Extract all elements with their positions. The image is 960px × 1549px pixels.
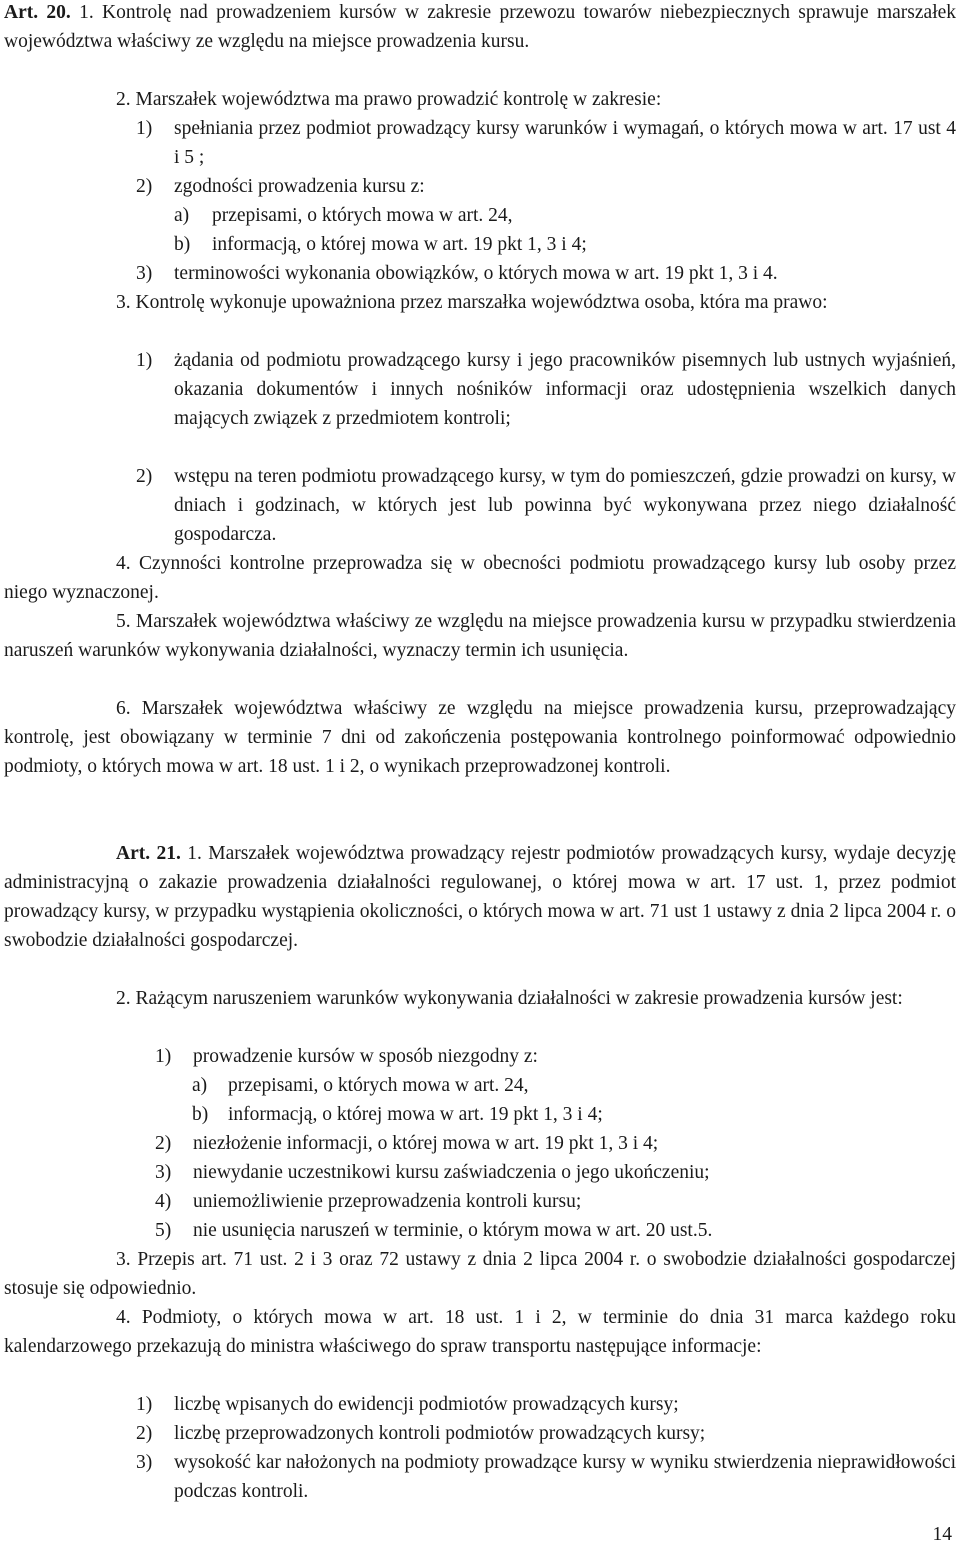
art20-p2-item-2b: b) informacją, o której mowa w art. 19 pkt 1, 3 i 4; <box>174 234 587 255</box>
art21-p2-item-3: 3) niewydanie uczestnikowi kursu zaświadczenia o jego ukończeniu; <box>155 1162 710 1183</box>
art21-p4 <box>4 1303 956 1361</box>
art20-p5-text: Marszałek województwa właściwy ze względu na miejsce prowadzenia kursu w przypadku stwierdzenia naruszeń warunków wykonywania działalności, wyznaczy termin ich usunięcia. <box>4 611 957 661</box>
art20-p6-num: 6. <box>116 698 131 719</box>
art21-p3-num: 3. <box>116 1249 131 1270</box>
art21-p1-text: Marszałek województwa prowadzący rejestr podmiotów prowadzących kursy, wydaje decyzję administracyjną o zakazie prowadzenia działalności regulowanej, o której mowa w art. 17 ust. 1, przez podmiot prowadzący kursy, w przypadku wystąpienia okoliczności, o których mowa w art. 71 ust 1 ustawy z dnia 2 lipca 2004 r. o swobodzie działalności gospodarczej. <box>4 843 957 951</box>
art21-p4-item-3: 3) wysokość kar nałożonych na podmioty prowadzące kursy w wyniku stwierdzenia nieprawidłowości podczas kontroli. <box>136 1452 956 1502</box>
art20-p3-item-2: 2) wstępu na teren podmiotu prowadzącego kursy, w tym do pomieszczeń, gdzie prowadzi on kursy, w dniach i godzinach, w których jest lub powinna być wykonywana przez niego działalność gospodarcza. <box>136 466 956 545</box>
art21-p3-text: Przepis art. 71 ust. 2 i 3 oraz 72 ustawy z dnia 2 lipca 2004 r. o swobodzie działalności gospodarczej stosuje się odpowiednio. <box>4 1249 957 1299</box>
art21-p2-item-4: 4) uniemożliwienie przeprowadzenia kontroli kursu; <box>155 1191 582 1212</box>
art20-p3-item-1: 1) żądania od podmiotu prowadzącego kursy i jego pracowników pisemnych lub ustnych wyjaśnień, okazania dokumentów i innych nośników informacji oraz udostępnienia wszelkich danych mających związek z przedmiotem kontroli; <box>136 350 956 429</box>
art20-p1-num: 1. <box>79 2 94 23</box>
art21-p2-item-1: 1) prowadzenie kursów w sposób niezgodny z: <box>155 1046 538 1067</box>
art21-p4-item-2: 2) liczbę przeprowadzonych kontroli podmiotów prowadzących kursy; <box>136 1423 706 1444</box>
art20-p5 <box>4 607 956 665</box>
art20-p2-text: Marszałek województwa ma prawo prowadzić kontrolę w zakresie: <box>135 89 662 110</box>
art21-p2-item-2: 2) niezłożenie informacji, o której mowa w art. 19 pkt 1, 3 i 4; <box>155 1133 659 1154</box>
art20-p2-item-1: 1) spełniania przez podmiot prowadzący kursy warunków i wymagań, o których mowa w art. 17 ust 4 i 5 ; <box>136 118 956 168</box>
art21-p4-text: Podmioty, o których mowa w art. 18 ust. 1 i 2, w terminie do dnia 31 marca każdego roku kalendarzowego przekazują do ministra właściwego do spraw transportu następujące informacje: <box>4 1307 956 1357</box>
art21-p2-text: Rażącym naruszeniem warunków wykonywania działalności w zakresie prowadzenia kursów jest: <box>135 988 903 1009</box>
art21-p3 <box>4 1245 956 1303</box>
art21-p2-num: 2. <box>116 988 131 1009</box>
art20-p6 <box>4 694 956 781</box>
art21-p2-item-1a: a) przepisami, o których mowa w art. 24, <box>192 1075 529 1096</box>
art20-p4-num: 4. <box>116 553 131 574</box>
art20-p1-text: Kontrolę nad prowadzeniem kursów w zakresie przewozu towarów niebezpiecznych sprawuje marszałek województwa właściwy ze względu na miejsce prowadzenia kursu. <box>4 2 957 52</box>
art21-p2-item-1b: b) informacją, o której mowa w art. 19 pkt 1, 3 i 4; <box>192 1104 603 1125</box>
art20-p6-text: Marszałek województwa właściwy ze względu na miejsce prowadzenia kursu, przeprowadzający kontrolę, jest obowiązany w terminie 7 dni od zakończenia postępowania kontrolnego poinformować odpowiednio podmioty, o których mowa w art. 18 ust. 1 i 2, o wynikach przeprowadzonej kontroli. <box>4 698 956 777</box>
art20-p4 <box>4 549 956 607</box>
art20-p2-num: 2. <box>116 89 131 110</box>
art21-p1-num: 1. <box>187 843 202 864</box>
art21-p2-item-5: 5) nie usunięcia naruszeń w terminie, o którym mowa w art. 20 ust.5. <box>155 1220 713 1241</box>
art20-p3-num: 3. <box>116 292 131 313</box>
page-number: 14 <box>932 1524 952 1545</box>
art20-p4-text: Czynności kontrolne przeprowadza się w obecności podmiotu prowadzącego kursy lub osoby przez niego wyznaczonej. <box>4 553 956 603</box>
art20-p5-num: 5. <box>116 611 131 632</box>
art21-p2 <box>4 984 956 1013</box>
art21-p4-item-1: 1) liczbę wpisanych do ewidencji podmiotów prowadzących kursy; <box>136 1394 679 1415</box>
art21-p4-num: 4. <box>116 1307 131 1328</box>
art20-p2 <box>116 85 956 114</box>
art20-p2-item-2: 2) zgodności prowadzenia kursu z: <box>136 176 425 197</box>
art20-p1 <box>4 0 956 56</box>
art21-p1 <box>4 839 956 955</box>
art20-p3-text: Kontrolę wykonuje upoważniona przez marszałka województwa osoba, która ma prawo: <box>135 292 828 313</box>
art21-heading: Art. 21. <box>116 843 181 864</box>
art20-p3 <box>4 288 956 317</box>
art20-heading: Art. 20. <box>4 2 71 23</box>
art20-p2-item-2a: a) przepisami, o których mowa w art. 24, <box>174 205 513 226</box>
art20-p2-item-3: 3) terminowości wykonania obowiązków, o których mowa w art. 19 pkt 1, 3 i 4. <box>136 263 778 284</box>
